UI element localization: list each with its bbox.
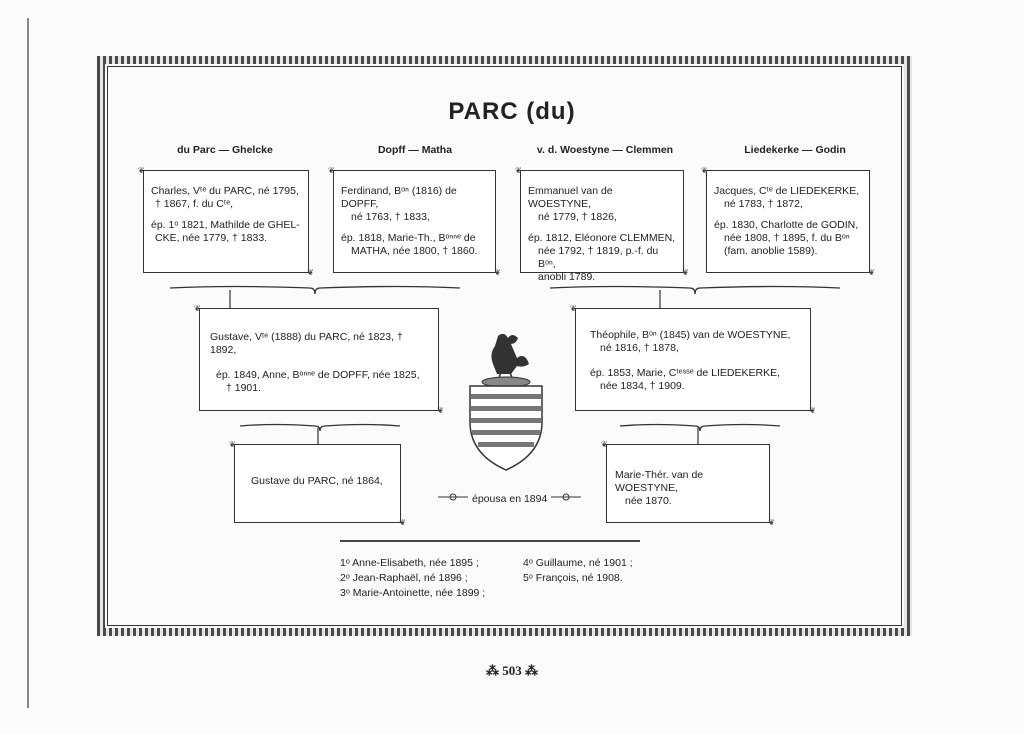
parent-box-woestyne	[575, 308, 811, 411]
marriage-ornament-right	[551, 492, 581, 502]
marriage-text: épousa en 1894	[472, 493, 548, 505]
page-number-value: 503	[502, 663, 522, 678]
ancestor-line: né 1779, † 1826,	[538, 211, 617, 223]
child-entry: 2ᵒ Jean-Raphaël, né 1896 ;	[340, 572, 468, 584]
child-entry: 4ᵒ Guillaume, né 1901 ;	[523, 557, 633, 569]
parent-line: né 1816, † 1878,	[600, 342, 679, 354]
family-heading-1: du Parc — Ghelcke	[177, 144, 273, 156]
ancestor-line: anobli 1789.	[538, 271, 596, 283]
family-heading-4: Liedekerke — Godin	[744, 144, 846, 156]
page-ornament-icon: ⁂	[486, 663, 503, 678]
ancestor-line: ❦ Jacques, Cᵗᵉ de LIEDEKERKE,	[714, 185, 860, 197]
ancestor-line: ép. 1ᵒ 1821, Mathilde de GHEL-	[151, 219, 300, 231]
marriage-ornament-left	[438, 492, 468, 502]
ancestor-line: ép. 1818, Marie-Th., Bᵒⁿⁿᵉ de	[341, 232, 476, 244]
parent-line: ❦ Théophile, Bᵒⁿ (1845) van de WOESTYNE,	[590, 329, 791, 341]
children-list-right	[523, 556, 633, 586]
coat-of-arms-icon	[468, 330, 544, 472]
page-ornament-icon: ⁂	[521, 663, 538, 678]
ancestor-line: née 1792, † 1819, p.-f. du Bᵒⁿ,	[538, 245, 659, 270]
ancestor-line: ép. 1830, Charlotte de GODIN,	[714, 219, 859, 231]
ancestor-line: ép. 1812, Eléonore CLEMMEN,	[528, 232, 676, 244]
parent-line: ❦ Gustave, Vᵗᵉ (1888) du PARC, né 1823, † 1892,	[210, 331, 403, 356]
parent-line: ép. 1853, Marie, Cᵗᵉˢˢᵉ de LIEDEKERKE,	[590, 367, 780, 379]
children-list-left	[340, 556, 485, 601]
ancestor-line: né 1783, † 1872,	[724, 198, 803, 210]
ancestor-box-dopff	[333, 170, 496, 273]
page-number	[0, 663, 1024, 679]
ancestor-line: CKE, née 1779, † 1833.	[155, 232, 268, 244]
ancestor-line: né 1763, † 1833,	[351, 211, 430, 223]
ancestor-line: † 1867, f. du Cᵗᵉ,	[155, 198, 234, 210]
ancestor-line: (fam. anoblie 1589).	[724, 245, 818, 257]
parent-line: ép. 1849, Anne, Bᵒⁿⁿᵉ de DOPFF, née 1825,	[216, 369, 420, 381]
ancestor-box-liedekerke	[706, 170, 870, 273]
family-heading-3: v. d. Woestyne — Clemmen	[536, 144, 674, 156]
ancestor-line: MATHA, née 1800, † 1860.	[351, 245, 478, 257]
spouse-line: née 1870.	[625, 495, 672, 507]
parent-line: née 1834, † 1909.	[600, 380, 685, 392]
child-entry: 5ᵒ François, né 1908.	[523, 572, 623, 584]
child-entry: 3ᵒ Marie-Antoinette, née 1899 ;	[340, 587, 486, 599]
spouse-box-marie	[606, 444, 770, 523]
family-heading-2: Dopff — Matha	[377, 144, 453, 156]
ancestor-line: ❦ Emmanuel van de WOESTYNE,	[528, 185, 613, 210]
children-separator	[340, 540, 640, 542]
spouse-box-gustave	[234, 444, 401, 523]
ancestor-line: ❦ Ferdinand, Bᵒⁿ (1816) de DOPFF,	[341, 185, 457, 210]
ancestor-box-du-parc	[143, 170, 309, 273]
ancestor-line: née 1808, † 1895, f. du Bᵒⁿ	[724, 232, 850, 244]
ancestor-box-woestyne	[520, 170, 684, 283]
spouse-line: ❦ Marie-Thér. van de WOESTYNE,	[615, 469, 704, 494]
parent-box-du-parc	[199, 308, 439, 411]
spouse-line: ❦ Gustave du PARC, né 1864,	[251, 475, 383, 487]
child-entry: 1ᵒ Anne-Elisabeth, née 1895 ;	[340, 557, 479, 569]
ancestor-line: ❦ Charles, Vᵗᵉ du PARC, né 1795,	[151, 185, 299, 197]
page-title: PARC (du)	[448, 98, 576, 125]
parent-line: † 1901.	[226, 382, 262, 394]
